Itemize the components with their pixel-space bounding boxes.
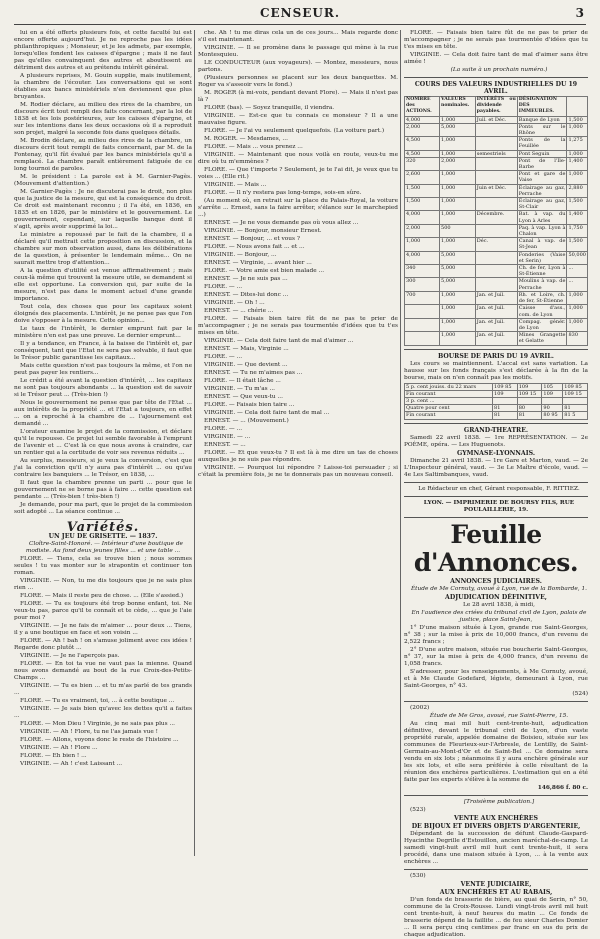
table-cell: 5,000 — [440, 123, 476, 136]
table-row — [405, 412, 588, 419]
dialogue-line: FLORE. — Tiens, cela se trouve bien ; nous sommes seules ! tu vas monter sur le strapontin et continuer ton roman. — [14, 556, 192, 576]
table-row — [405, 405, 588, 412]
table-row — [405, 305, 588, 318]
table-cell: ... — [567, 278, 588, 291]
paragraph: A la question d'utilité est venue affirmativement ; mais ceux-là même qui trouvent la mesure utile, se demandent si elle est opportune. La conversion qui, par suite de la mesure, n'est pas dans le moment actuel d'une grande importance. — [14, 268, 192, 302]
table-cell: 2,000 — [405, 224, 440, 237]
paragraph: Au surplus, messieurs, si je veux la conversion, c'est que j'ai la conviction qu'il n'y aura pas d'intérêt ... ou qu'au contraire les banquiers ... le Trésor, en 1838, ... — [14, 458, 192, 478]
table-header: DÉSIGNATION DES IMMEUBLES. — [517, 97, 567, 117]
dialogue-line: VIRGINIE. — Cela doit faire tant de mal d'aimer sans être aimée ! — [404, 52, 588, 65]
table-cell: Bat. à vap. du Lyon à Arles — [518, 211, 566, 224]
table-cell: 1,000 — [440, 198, 476, 211]
dialogue-line: FLORE. — Mais ... vous prenez ... — [204, 144, 303, 150]
table-cell: 1,000 — [440, 150, 476, 157]
dialogue-line: FLORE. — ... — [204, 284, 243, 290]
table-cell: 80 — [517, 405, 542, 412]
dialogue-line: FLORE. — Nous avons fait ... et ... — [204, 244, 305, 250]
table-cell: 80 95 — [542, 412, 563, 419]
dialogue-line: FLORE. — En toi ta vue ne vaut pas la mienne. Quand nous avons demandé au bout de la rue Croix-des-Petits-Champs ... — [14, 661, 192, 681]
table-cell — [475, 123, 517, 136]
dialogue-line: FLORE. — Mon Dieu ! Virginie, je ne sais pas plus ... — [20, 721, 176, 727]
table-row — [405, 116, 588, 123]
dialogue-line: VIRGINIE. — Que devient ... — [204, 362, 288, 368]
vente-title: VENTE JUDICIAIRE, — [460, 880, 532, 888]
table-cell: Fin courant — [405, 390, 493, 397]
bourse-table-body — [405, 383, 588, 419]
table-cell: ... — [567, 265, 588, 278]
paragraph: M. Brodin déclare, au milieu des rires de la chambre, un discours écrit tout rempli de faits concernant, par M. de la Fontenay, qu'il fût évalué par les bancs ministériels qu'il a remplacé. La chambre paraît entièrement fatiguée de ce long tournoi de paroles. — [14, 138, 192, 172]
table-cell — [405, 332, 440, 345]
varietes-subhead: UN JEU DE GRISETTE. — 1837. — [48, 533, 158, 540]
dialogue-line: (Au moment où, en retrait sur la place du Palais-Royal, la voiture s'arrête ... Ernest, sans la faire arrêter, s'élance sur le marchepied ...) — [198, 198, 398, 218]
table-cell: Fonderies (Vaise et Serin) — [518, 251, 566, 264]
divider — [404, 869, 588, 870]
table-cell: Paq. à vap. Lyon à Chalon — [518, 224, 566, 238]
table-cell: Canal à vap. de St-Jean — [518, 238, 566, 251]
vente-text: Dépendant de la succession de défunt Claude-Gaspard-Hyacinthe Degrille d'Estouillon, ancien maréchal-de-camp. Le samedi vingt-huit avril mil huit cent trente-huit, il sera procédé, dans une maison située à Lyon, ... à la vente aux enchères ... — [404, 830, 588, 865]
stocks-table — [404, 96, 588, 346]
table-cell: semestriels — [475, 150, 517, 157]
dialogue-line: FLORE. — Faisais bien taire fût de ne pas te prier de m'accompagner ; je ne serais pas tourmentée d'idées que tu t'es mises en tête. — [198, 316, 398, 336]
dialogue-line: FLORE. — Il n'y restera pas long-temps, sois-en sûre. — [204, 190, 362, 196]
dialogue-line: FLORE. — Il était lâche ... — [204, 378, 281, 384]
table-cell: 1,000 — [405, 238, 440, 251]
table-cell: 1,500 — [567, 116, 588, 123]
table-cell: 109 15 — [563, 390, 588, 397]
table-cell: 1,000 — [567, 291, 588, 304]
table-cell: 1,000 — [440, 305, 476, 318]
table-cell: 1,275 — [567, 137, 588, 150]
table-cell: 4,500 — [405, 137, 440, 150]
table-cell: Banque de Lyon — [517, 116, 567, 123]
paragraph: Il faut que la chambre prenne un parti ... pour que le gouvernement ne se borne pas à faire ... cette question est pendante ... (Très-bien ! très-bien !) — [14, 480, 192, 500]
dialogue-line: FLORE. — ... — [204, 354, 243, 360]
masthead — [14, 6, 586, 24]
table-cell: 1,000 — [440, 171, 476, 184]
divider — [404, 482, 588, 483]
table-row — [405, 397, 588, 404]
serial-signoff: (La suite à un prochain numéro.) — [450, 67, 548, 73]
table-cell — [405, 305, 440, 318]
dialogue-line: FLORE. — Tu es toujours été trop bonne enfant, toi. Ne veux-tu pas, parce qu'il te connaît et te cède, ... que je l'aie pour moi ? — [14, 601, 192, 621]
paragraph: L'orateur examine le projet de la commission, et déclare qu'il le repousse. Ce projet lui semble favorable à l'emprunt de l'avenir et ... C'est là ce que nous avons à craindre, car un rentier qui a la certitude de voir ses revenus réduits ... — [14, 429, 192, 456]
dialogue-line: LE CONDUCTEUR (aux voyageurs). — Montez, messieurs, nous partons. — [198, 60, 398, 73]
annonce-number: (530) — [410, 872, 426, 879]
dialogue-line: ERNEST. — Virginie, ... avant hier ... — [204, 260, 312, 266]
table-header: NOMBRE des ACTIONS. — [405, 97, 440, 117]
dialogue-line: VIRGINIE. — Bonjour, ... — [204, 252, 277, 258]
table-row — [405, 332, 588, 345]
dialogue-line: FLORE. — Votre amie est bien malade ... — [204, 268, 325, 274]
dialogue-line: VIRGINIE. — Bonjour, monsieur Ernest. — [204, 228, 322, 234]
table-cell: 109 15 — [517, 390, 542, 397]
table-cell: 5,000 — [440, 278, 476, 291]
table-cell: Ponts de la Feuillée — [518, 137, 566, 150]
table-cell: Jan. et Juil. — [475, 291, 517, 304]
column-divider — [194, 30, 195, 856]
table-row — [405, 171, 588, 184]
table-cell: 3 p. cent ... — [405, 397, 493, 404]
adjudication-item: 1° D'une maison située à Lyon, grande rue Saint-Georges, n° 38 ; sur la mise à prix de 10,000 francs, d'un revenu de 2,522 francs ; — [404, 624, 588, 645]
table-row — [405, 278, 588, 291]
divider — [404, 77, 588, 78]
table-cell: 105 — [542, 383, 563, 390]
masthead-rule — [14, 24, 586, 25]
table-row — [405, 211, 588, 224]
varietes-setting: Cloître-Saint-Honoré. — Intérieur d'une boutique de modiste. Au fond deux jeunes filles ... et une table ... — [25, 541, 183, 554]
table-cell — [475, 251, 517, 264]
table-row — [405, 383, 588, 390]
dialogue-line: FLORE. — Faisais bien taire ... — [204, 402, 295, 408]
table-cell: Moulins à vap. de Perrache — [518, 278, 566, 291]
table-row — [405, 137, 588, 150]
divider — [404, 423, 588, 424]
dialogue-line: ERNEST. — ... (Mouvement.) — [204, 418, 289, 424]
dialogue-line: FLORE. — Et que veux-tu ? Il est là à me dire un tas de choses auxquelles je ne suis pas répondre. — [198, 450, 398, 463]
bourse-table — [404, 383, 588, 420]
table-header — [567, 97, 588, 117]
table-row — [405, 150, 588, 157]
table-cell: 1,000 — [440, 116, 476, 123]
table-header: INTÉRÊTS ou dividende payables. — [476, 97, 516, 115]
dialogue-line: VIRGINIE. — Non, tu me dis toujours que je ne sais plus rien ... — [14, 578, 192, 591]
table-cell: 4,000 — [405, 251, 440, 264]
divider — [404, 795, 588, 796]
table-header: VALEURS nominales. — [440, 97, 476, 117]
table-cell: 2,880 — [567, 184, 588, 197]
divider — [404, 517, 588, 518]
table-cell: 109 — [493, 390, 518, 397]
table-cell — [475, 157, 517, 170]
annonce-number: (523) — [410, 806, 426, 813]
table-cell: Mines Grangette et Gelatte — [518, 332, 566, 345]
table-cell: 5 p. cent jouiss. du 22 mars — [405, 383, 493, 390]
gymnase-heading: GYMNASE-LYONNAIS. — [456, 449, 536, 457]
table-cell: 109 — [542, 390, 563, 397]
dialogue-line: ERNEST. — Je ne vous demande pas où vous allez ... — [204, 220, 359, 226]
dialogue-line: VIRGINIE. — Cela doit faire tant de mal ... — [204, 410, 330, 416]
table-cell: 5,000 — [440, 251, 476, 264]
etude-line: Étude de Me Gros, avoué, rue Saint-Pierre, 15. — [429, 712, 569, 719]
vente-subtitle: DE BIJOUX ET DIVERS OBJETS D'ARGENTERIE, — [411, 822, 581, 830]
adjudication-item: 2° D'une autre maison, située rue boucherie Saint-Georges, n° 37, sur la mise à prix de 4,000 francs, d'un revenu de 1,058 francs. — [404, 646, 588, 667]
table-cell — [475, 278, 517, 291]
table-cell: 4,000 — [405, 211, 440, 224]
dialogue-line: VIRGINIE. — Tu m'as ... — [204, 386, 276, 392]
adjudication-text: En l'audience des criées du tribunal civil de Lyon, palais de justice, place Saint-Jean, — [411, 609, 587, 623]
paragraph: Mais cette question n'est pas toujours la même, et l'on ne peut pas payer les rentiers... — [14, 363, 192, 376]
annonce-number: (2002) — [410, 704, 430, 711]
table-cell: 109 85 — [563, 383, 588, 390]
table-cell: Éclairage au gaz, Perrache — [518, 184, 566, 197]
paragraph: Je demande, pour ma part, que le projet de la commission soit adopté ... La séance continue ... — [14, 502, 192, 515]
dialogue-line: ERNEST. — Tu ne m'aimes pas ... — [204, 370, 303, 376]
table-cell: 4,000 — [405, 116, 440, 123]
paragraph: M. le président : La parole est à M. Garnier-Pagès. (Mouvement d'attention.) — [14, 174, 192, 187]
paragraph: Tout cela, des choses que pour les capitaux soient éloignés des placements. L'intérêt, je ne pense pas que l'on doive s'opposer à la mesure. Cette opinion... — [14, 304, 192, 324]
table-cell: 1,000 — [567, 123, 588, 136]
dialogue-line: VIRGINIE. — ... — [204, 434, 251, 440]
table-cell: 1,000 — [567, 150, 588, 157]
table-cell: 830 — [567, 332, 588, 345]
table-cell: 1,500 — [405, 184, 440, 197]
dialogue-line: FLORE. — Que t'importe ? Seulement, je te l'ai dit, je veux que tu voies ... (Elle rit.) — [198, 167, 398, 180]
paragraph: A plusieurs reprises, M. Gouin supplie, mais inutilement, la chambre de l'écouter. Les conversations qui se sont établies aux bancs ministériels n'en deviennent que plus bruyantes. — [14, 73, 192, 100]
table-cell: Pont Seguin — [517, 150, 567, 157]
table-row — [405, 265, 588, 278]
dialogue-line: VIRGINIE. — Tu es bien ... et tu m'as parlé de tes grands ... — [14, 683, 192, 696]
table-row — [405, 224, 588, 237]
table-cell: 109 85 — [493, 383, 518, 390]
dialogue-line: VIRGINIE. — Il se promène dans le passage qui mène à la rue Montesquieu. — [198, 45, 398, 58]
table-cell: Pont de l'Ile-Barbe — [518, 157, 566, 171]
table-cell: Rh. et Loire, ch. de fer, St-Étienne — [518, 291, 566, 305]
masthead-title: CENSEUR. — [259, 6, 341, 20]
table-cell — [405, 318, 440, 331]
table-row — [405, 157, 588, 170]
table-cell: Juil. et Déc. — [475, 116, 517, 123]
annonce-number: (524) — [572, 690, 588, 697]
feuille-annonces-heading: Feuille d'Annonces. — [413, 519, 579, 577]
divider — [404, 496, 588, 497]
divider — [404, 349, 588, 350]
table-cell: 1,500 — [405, 198, 440, 211]
dialogue-line: M. ROGER (à mi-voix, pendant devant Flore). — Mais il n'est pas là ? — [198, 90, 398, 103]
bourse-intro: Les cours se maintiennent. L'accal est sans variation. La hausse sur les fonds français s'est déclarée à la fin de la bourse, mais on n'en connaît pas les motifs. — [404, 360, 588, 381]
dialogue-line: VIRGINIE. — Oh ! ... — [204, 300, 265, 306]
table-row — [405, 123, 588, 136]
printer-line: LYON. — IMPRIMERIE DE BOURSY FILS, RUE POULAILLERIE, 19. — [423, 499, 575, 513]
dialogue-line: ERNEST. — ... chérie ... — [204, 308, 274, 314]
table-cell: Éclairage au gaz, St-Clair — [518, 198, 566, 211]
dialogue-line: FLORE. — Tu es vraiment, toi, ... à cette boutique ... — [20, 698, 175, 704]
table-cell: 1,000 — [440, 318, 476, 331]
dialogue-line: VIRGINIE. — Je sais bien qu'avec les dettes qu'il a faites ... — [14, 706, 192, 719]
divider — [404, 701, 588, 702]
dialogue-line: M. ROGER. — Mesdames, ... — [204, 136, 288, 142]
dialogue-line: ERNEST. — Dites-lui donc ... — [204, 292, 289, 298]
table-cell — [563, 397, 588, 404]
table-cell: 700 — [405, 291, 440, 304]
table-row — [405, 291, 588, 304]
dialogue-line: FLORE. — Ah ! bah ! on s'amuse joliment avec ces idées ! Regarde donc plutôt ... — [14, 638, 192, 651]
dialogue-line: VIRGINIE. — Je ne l'aperçois pas. — [20, 653, 120, 659]
table-cell: 1,000 — [440, 184, 476, 197]
theatre-text: Samedi 22 avril 1838. — 1re REPRÉSENTATION. — 2e POÈME, opéra. — Les Huguenots. — [404, 434, 588, 448]
column-divider — [400, 30, 401, 856]
adjudication-title: ADJUDICATION DÉFINITIVE, — [445, 593, 547, 601]
table-cell: 1,000 — [440, 238, 476, 251]
dialogue-line: ERNEST. — Bonjour, ... et vous ? — [204, 236, 300, 242]
bourse-heading: BOURSE DE PARIS DU 19 AVRIL. — [438, 352, 554, 360]
estimation-sum: 146,866 f. 80 c. — [537, 784, 588, 791]
etude-line: Étude de Me Cornuty, avoué à Lyon, rue de la Bombarde, 1. — [410, 585, 588, 592]
table-cell: 1,000 — [440, 332, 476, 345]
table-cell: Jan. et Juil. — [475, 318, 517, 331]
table-cell — [517, 397, 542, 404]
table-cell: Jan. et Juil. — [475, 332, 517, 345]
table-cell: 81 — [493, 405, 518, 412]
table-row — [405, 390, 588, 397]
etude-text: Au cinq mai mil huit cent-trente-huit, adjudication définitive, devant le tribunal civil de Lyon, d'un vaste propriété rurale, appelée domaine de Boisieu, située sur les communes de Fleurieux-sur-l'Arbresle, de Lentilly, de Saint-Germain-au-Mont-d'Or et de Saint-Bel ... Ce domaine sera vendu en six lots ; néanmoins il y aura enchère générale sur les six lots, et elle sera préférée à celle résultant de la réunion des enchères particulières. L'estimation qui en a été faite par les experts s'élève à la somme de — [404, 720, 588, 783]
table-cell — [475, 137, 517, 150]
table-cell: 1,400 — [567, 211, 588, 224]
dialogue-line: VIRGINIE. — Ah ! Flore, tu ne l'as jamais vue ! — [20, 729, 158, 735]
dialogue-line: VIRGINIE. — Pourquoi lui répondre ? Laisse-toi persuader ; si c'était la première fois, je ne te donnerais pas un nouveau conseil. — [198, 465, 398, 478]
gymnase-text: Dimanche 21 avril 1838. — 1re Gare et Marton, vaud. — 2e L'Inspecteur général, vaud. — 3e Le Maître d'école, vaud. — 4e Les Saltimbanques, vaud. — [404, 457, 588, 478]
vente-subtitle: AUX ENCHÈRES ET AU RABAIS, — [439, 888, 553, 896]
table-cell: 2,000 — [405, 123, 440, 136]
table-cell: 2,600 — [405, 171, 440, 184]
dialogue-line: VIRGINIE. — Mais ... — [204, 182, 267, 188]
table-cell: Jan. et Juil. — [475, 305, 517, 318]
table-cell — [475, 224, 517, 237]
varietes-heading: Variétés. — [66, 520, 140, 535]
paragraph: Le crédit a été avant la question d'intérêt, ... les capitaux ne sont pas toujours abondants ... la question est de savoir si le Trésor peut ... (Très-bien !) — [14, 378, 192, 398]
dialogue-line: FLORE. — Mais il reste peu de chose. ... (Elle s'assied.) — [20, 593, 184, 599]
publication-title: [Troisième publication.] — [463, 798, 535, 805]
paragraph: Le taux de l'intérêt, le dernier emprunt fait par le ministère n'en est pas une preuve. Le dernier emprunt... — [14, 326, 192, 339]
paragraph: Il y a tendance, en France, à la baisse de l'intérêt et, par conséquent, tant que l'Etat ne sera pas solvable, il faut que le Trésor public garantisse les capitaux... — [14, 341, 192, 361]
table-cell: 1,000 — [567, 318, 588, 331]
adjudication-date: Le 28 avril 1838, à midi, — [463, 601, 535, 608]
page-number: 3 — [575, 6, 584, 20]
table-cell: 300 — [405, 278, 440, 291]
dialogue-line: VIRGINIE. — Cela doit faire tant de mal d'aimer ... — [204, 338, 354, 344]
table-cell: 50,000 — [567, 251, 588, 264]
table-cell: Quatre pour cent — [405, 405, 493, 412]
table-cell: Caisse d'ass., com. de Lyon — [518, 305, 566, 318]
table-cell: 320 — [405, 157, 440, 170]
table-cell — [475, 171, 517, 184]
dialogue-line: VIRGINIE. — Je ne fais de m'aimer ... pour deux ... Tiens, il y a une boutique en face et son voisin ... — [14, 623, 192, 636]
table-cell: 1,400 — [567, 157, 588, 170]
table-cell: Décembre. — [475, 211, 517, 224]
table-cell: 1,500 — [567, 198, 588, 211]
table-cell: 90 — [542, 405, 563, 412]
table-cell: Juin et Déc. — [475, 184, 517, 197]
dialogue-line: VIRGINIE. — Est-ce que tu connais ce monsieur ? Il a une mauvaise figure. — [198, 113, 398, 126]
table-cell: Ch. de fer, Lyon à St-Étienne — [518, 265, 566, 278]
dialogue-line: FLORE. — Je l'ai vu seulement quelquefois. (La voiture part.) — [204, 128, 385, 134]
dialogue-line: VIRGINIE. — Ah ! c'est Laissant ... — [20, 761, 123, 767]
dialogue-line: FLORE. — ... — [204, 426, 243, 432]
dialogue-line: FLORE. — Allons, voyons donc le reste de l'histoire ... — [20, 737, 179, 743]
table-cell: Déc. — [475, 238, 517, 251]
table-cell: 109 — [517, 383, 542, 390]
table-cell: 1,750 — [567, 224, 588, 237]
table-cell: 5,000 — [440, 265, 476, 278]
table-cell: 4,500 — [405, 150, 440, 157]
dialogue-line: ERNEST. — Mais, Virginie ... — [204, 346, 289, 352]
table-cell: 1,500 — [567, 238, 588, 251]
table-cell: 2,000 — [440, 157, 476, 170]
table-cell: 1,000 — [440, 291, 476, 304]
table-cell: 81 — [517, 412, 542, 419]
table-cell: 1,000 — [440, 211, 476, 224]
table-cell — [542, 397, 563, 404]
column-2 — [198, 30, 398, 858]
dialogue-line: VIRGINIE. — Ah ! Flore ... — [20, 745, 98, 751]
vente-title: VENTE AUX ENCHÈRES — [454, 814, 538, 822]
vente-text: D'un fonds de brasserie de bière, au quai de Serin, n° 50, commune de la Croix-Rousse. Lundi vingt-trois avril mil huit cent trente-huit, à neuf heures du matin ... Ce fonds de brasserie dépend de la faillite ... de feu sieur Charles Domier ... Il sera perçu cinq centimes par franc en sus du prix de chaque adjudication. — [404, 896, 588, 938]
column-3 — [404, 30, 588, 938]
dialogue-line: FLORE. — Faisais bien taire fût de ne pas te prier de m'accompagner ; je ne serais pas tourmentée d'idées que tu t'es mises en tête. — [404, 30, 588, 50]
column-1 — [14, 30, 192, 858]
dialogue-line: (Plusieurs personnes se placent sur les deux banquettes. M. Roger va s'asseoir vers le fond.) — [198, 75, 398, 88]
table-cell: 1,000 — [567, 305, 588, 318]
table-cell: Ponts sur le Rhône — [518, 123, 566, 137]
table-cell: 1,000 — [440, 137, 476, 150]
dialogue-line: ERNEST. — Que veux-tu ... — [204, 394, 283, 400]
dialogue-line: che. Ah ! tu me diras cela un de ces jours... Mais regarde donc s'il est maintenant. — [198, 30, 398, 43]
table-cell — [475, 198, 517, 211]
paragraph: Le ministre a repoussé par le fait de la chambre, il a déclaré qu'il mettrait cette proposition en discussion, et la chambre sur mon observation aussi, dans les délibérations de la question, à présenter le lendemain même... On ne saurait mettre trop d'attention... — [14, 232, 192, 266]
paragraph: M. Rodier déclare, au milieu des rires de la chambre, un discours écrit tout rempli des faits concernant, par la loi de 1838 et les lois postérieures, sur les caisses d'épargne, et sur les intentions dans les deux occasions où il a reproduit son projet, malgré la seconde fois dans quelques détails. — [14, 102, 192, 136]
table-cell: 1,000 — [567, 171, 588, 184]
table-row — [405, 198, 588, 211]
dialogue-line: ERNEST. — Je ne suis pas ... — [204, 276, 288, 282]
dialogue-line: ERNEST. — ... — [204, 442, 246, 448]
annonces-subheading: ANNONCES JUDICIAIRES. — [450, 577, 542, 585]
table-cell: 340 — [405, 265, 440, 278]
table-cell: Fin courant — [405, 412, 493, 419]
paragraph: Nous le gouvernement ne pense que par tête de l'Etat ... aux intérêts de la propriété ... et l'Etat a toujours, en effet ... on a reproché à la chambre de ... l'ajournement est demandé ... — [14, 400, 192, 427]
table-cell: 81 5 — [563, 412, 588, 419]
dialogue-line: FLORE. — Eh bien ! ... — [20, 753, 87, 759]
table-row — [405, 184, 588, 197]
table-cell — [493, 397, 518, 404]
theatre-heading: GRAND-THEATRE. — [463, 426, 529, 434]
adjudication-item: S'adresser, pour les renseignements, à Me Cornuty, avoué, et à Me Claude Godefard, légiste, demeurant à Lyon, rue Saint-Georges, n° 43. — [404, 668, 588, 689]
table-row — [405, 238, 588, 251]
paragraph: M. Garnier-Pagès : Je ne discuterai pas le droit, non plus que la justice de la mesure, qui est la conséquence du droit. Ce droit est maintenant reconnu ; il l'a été, en 1836, en 1835 et en 1826, par le ministère et le gouvernement. Le gouvernement, cependant, sur laquelle banque dont il s'agit, après avoir supprimé la loi... — [14, 189, 192, 230]
paragraph: lui en a été offerts plusieurs fois, et cette faculté lui est encore offerte aujourd'hui. Je ne reproche pas les idées philanthropiques ; Monsieur, et je les admets, par exemple, lorsqu'elles fondent les caisses d'épargne ; mais il ne faut pas qu'elles convainquent des autres et aboutissent au détriment des autres et au prétendu intérêt général. — [14, 30, 192, 71]
stocks-table-body — [405, 116, 588, 345]
table-row — [405, 251, 588, 264]
table-cell: 81 — [493, 412, 518, 419]
stocks-heading: COURS DES VALEURS INDUSTRIELLES DU 19 AVRIL. — [414, 81, 578, 95]
editor-line: Le Rédacteur en chef, Gérant responsable, F. RITTIEZ. — [418, 485, 580, 492]
table-cell: Compag. génér. de Lyon — [518, 318, 566, 331]
table-cell: 81 — [563, 405, 588, 412]
table-cell: Pont et gare de Vaise — [518, 171, 566, 184]
dialogue-line: FLORE (bas). — Soyez tranquille, il viendra. — [204, 105, 335, 111]
dialogue-line: VIRGINIE. — Maintenant que nous voilà en route, veux-tu me dire où tu m'emmènes ? — [198, 152, 398, 165]
table-cell: 500 — [440, 224, 476, 237]
table-header-row — [405, 97, 588, 117]
table-row — [405, 318, 588, 331]
table-cell — [475, 265, 517, 278]
